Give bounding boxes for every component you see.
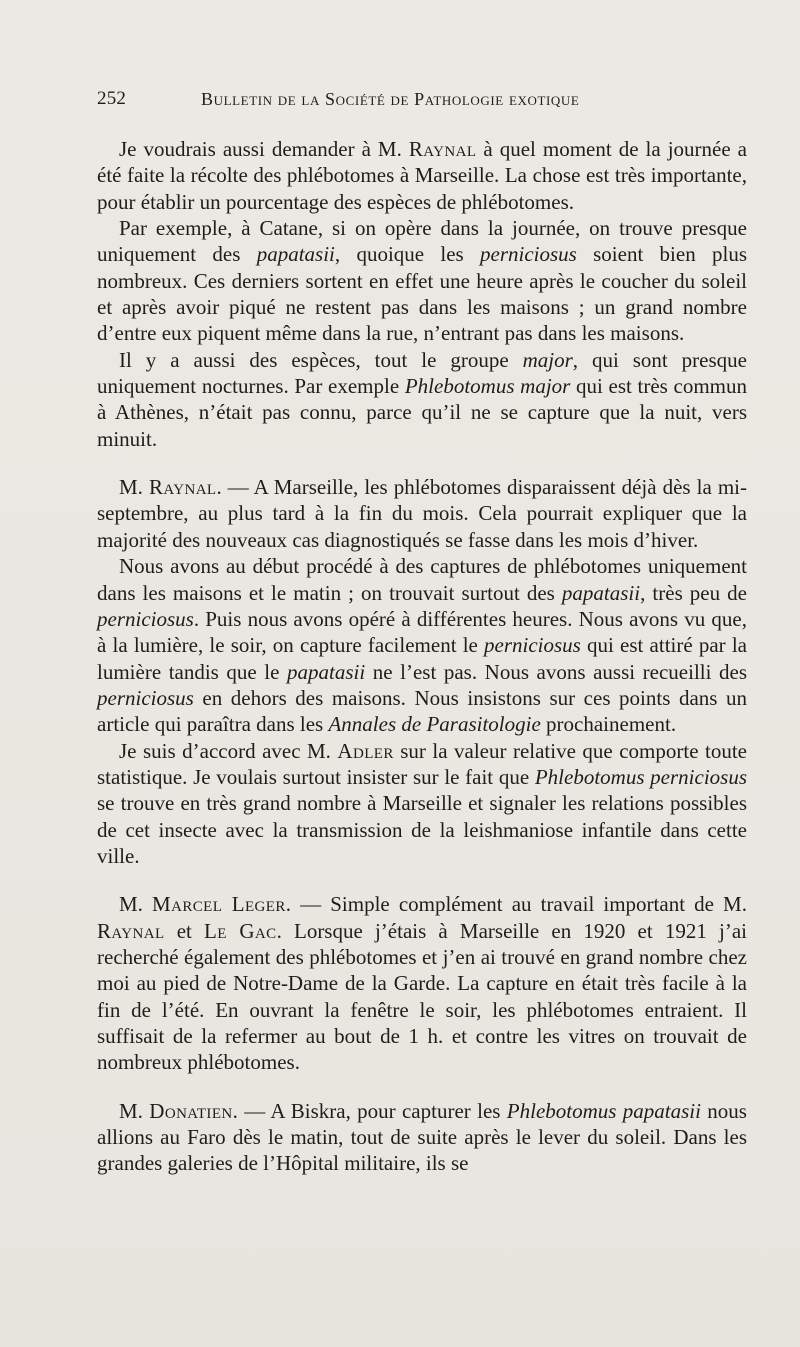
page-header <box>97 88 747 118</box>
italic-term: major <box>522 347 573 372</box>
text-segment: qui est très commun à Athènes, n’était pas connu, parce qu’il ne se capture que la nuit, vers minuit. <box>97 374 747 451</box>
italic-term: perniciosus <box>97 606 194 631</box>
text-segment: soient bien plus nombreux. Ces derniers sortent en effet une heure après le coucher du soleil et après avoir piqué ne restent pas dans les maisons ; un grand nombre d’entre eux piquent même dans la rue, n’entrant pas dans les maisons. <box>97 242 748 346</box>
text-segment: ne l’est pas. Nous avons aussi recueilli des <box>365 659 747 684</box>
text-segment: se trouve en très grand nombre à Marseille et signaler les relations possibles de cet insecte avec la transmission de la leishmaniose infantile dans cette ville. <box>97 791 747 868</box>
text-segment: Il y a aussi des espèces, tout le groupe <box>119 347 523 372</box>
body-text <box>97 136 747 1177</box>
text-segment: M. <box>119 1098 150 1123</box>
page-number: 252 <box>97 88 127 109</box>
paragraph <box>97 136 747 215</box>
paragraph <box>97 553 747 737</box>
text-segment: M. <box>119 892 153 917</box>
text-segment: en dehors des maisons. Nous insistons sur ces points dans un article qui paraîtra dans les <box>97 685 747 737</box>
speaker-name: Donatien <box>149 1098 233 1123</box>
italic-term: perniciosus <box>480 242 577 267</box>
text-segment: , quoique les <box>334 242 480 267</box>
text-segment: sur la valeur relative que comporte toute statistique. Je voulais surtout insister sur le fait que <box>97 738 747 789</box>
speaker-name: Raynal <box>148 475 217 500</box>
paragraph <box>97 474 747 553</box>
text-segment: qui est attiré par la lumière tandis que le <box>97 633 747 684</box>
running-title: Bulletin de la Société de Pathologie exotique <box>201 89 580 109</box>
text-segment: Je suis d’accord avec M. <box>119 738 338 763</box>
italic-term: papatasii <box>256 242 335 267</box>
text-segment: Nous avons au début procédé à des captures de phlébotomes uniquement dans les maisons et le matin ; on trouvait surtout des <box>97 554 747 605</box>
text-segment: nous allions au Faro dès le matin, tout de suite après le lever du soleil. Dans les grandes galeries de l’Hôpital militaire, ils se <box>97 1098 747 1176</box>
speaker-name: Adler <box>337 738 394 763</box>
text-segment: Par exemple, à Catane, si on opère dans la journée, on trouve presque uniquement des <box>97 216 747 267</box>
italic-term: perniciosus <box>484 633 581 658</box>
italic-term: papatasii <box>287 659 366 684</box>
speaker-name: Raynal <box>97 918 165 943</box>
text-segment: à quel moment de la journée a été faite la récolte des phlébotomes à Marseille. La chose est très importante, pour établir un pourcentage des espèces de phlébotomes. <box>97 137 747 214</box>
italic-term: Phlebotomus papatasii <box>506 1098 701 1123</box>
text-segment: . Puis nous avons opéré à différentes heures. Nous avons vu que, à la lumière, le soir, on capture facilement le <box>97 606 747 658</box>
italic-term: Phlebotomus perniciosus <box>534 764 748 789</box>
text-segment: , qui sont presque uniquement nocturnes. Par exemple <box>97 347 747 399</box>
speaker-name: Le Gac <box>204 918 277 943</box>
text-segment: et <box>164 918 205 943</box>
speaker-name: Raynal <box>408 137 477 161</box>
text-segment: . — A Biskra, pour capturer les <box>232 1098 507 1123</box>
paragraph <box>97 891 747 1075</box>
italic-term: Annales de Parasitologie <box>328 712 541 737</box>
italic-term: perniciosus <box>97 685 194 710</box>
paragraph <box>97 347 747 452</box>
paragraph <box>97 738 747 870</box>
paragraph <box>97 215 747 347</box>
paragraph <box>97 1098 747 1177</box>
text-segment: . Lorsque j’étais à Marseille en 1920 et 1921 j’ai recherché également des phlébotomes et j’en ai trouvé en grand nombre chez moi au pied de Notre-Dame de la Garde. La capture en était très facile à la fin de l’été. En ouvrant la fenêtre le soir, les phlébotomes entraient. Il suffisait de la refermer au bout de 1 h. et contre les vitres on trouvait de nombreux phlébotomes. <box>97 918 747 1075</box>
speaker-name: Marcel Leger <box>152 892 286 917</box>
italic-term: papatasii <box>561 580 641 605</box>
text-segment: prochainement. <box>540 712 677 737</box>
text-segment: Je voudrais aussi demander à M. <box>119 137 409 161</box>
text-segment: M. <box>119 475 149 500</box>
italic-term: Phlebotomus major <box>404 374 571 399</box>
text-segment: , très peu de <box>640 580 747 605</box>
text-segment: . — Simple complément au travail important de M. <box>285 892 747 917</box>
text-segment: . — A Marseille, les phlébotomes disparaissent déjà dès la mi-septembre, au plus tard à la fin du mois. Cela pourrait expliquer que la majorité des nouveaux cas diagnostiqués se fasse dans les mois d’hiver. <box>97 475 747 552</box>
